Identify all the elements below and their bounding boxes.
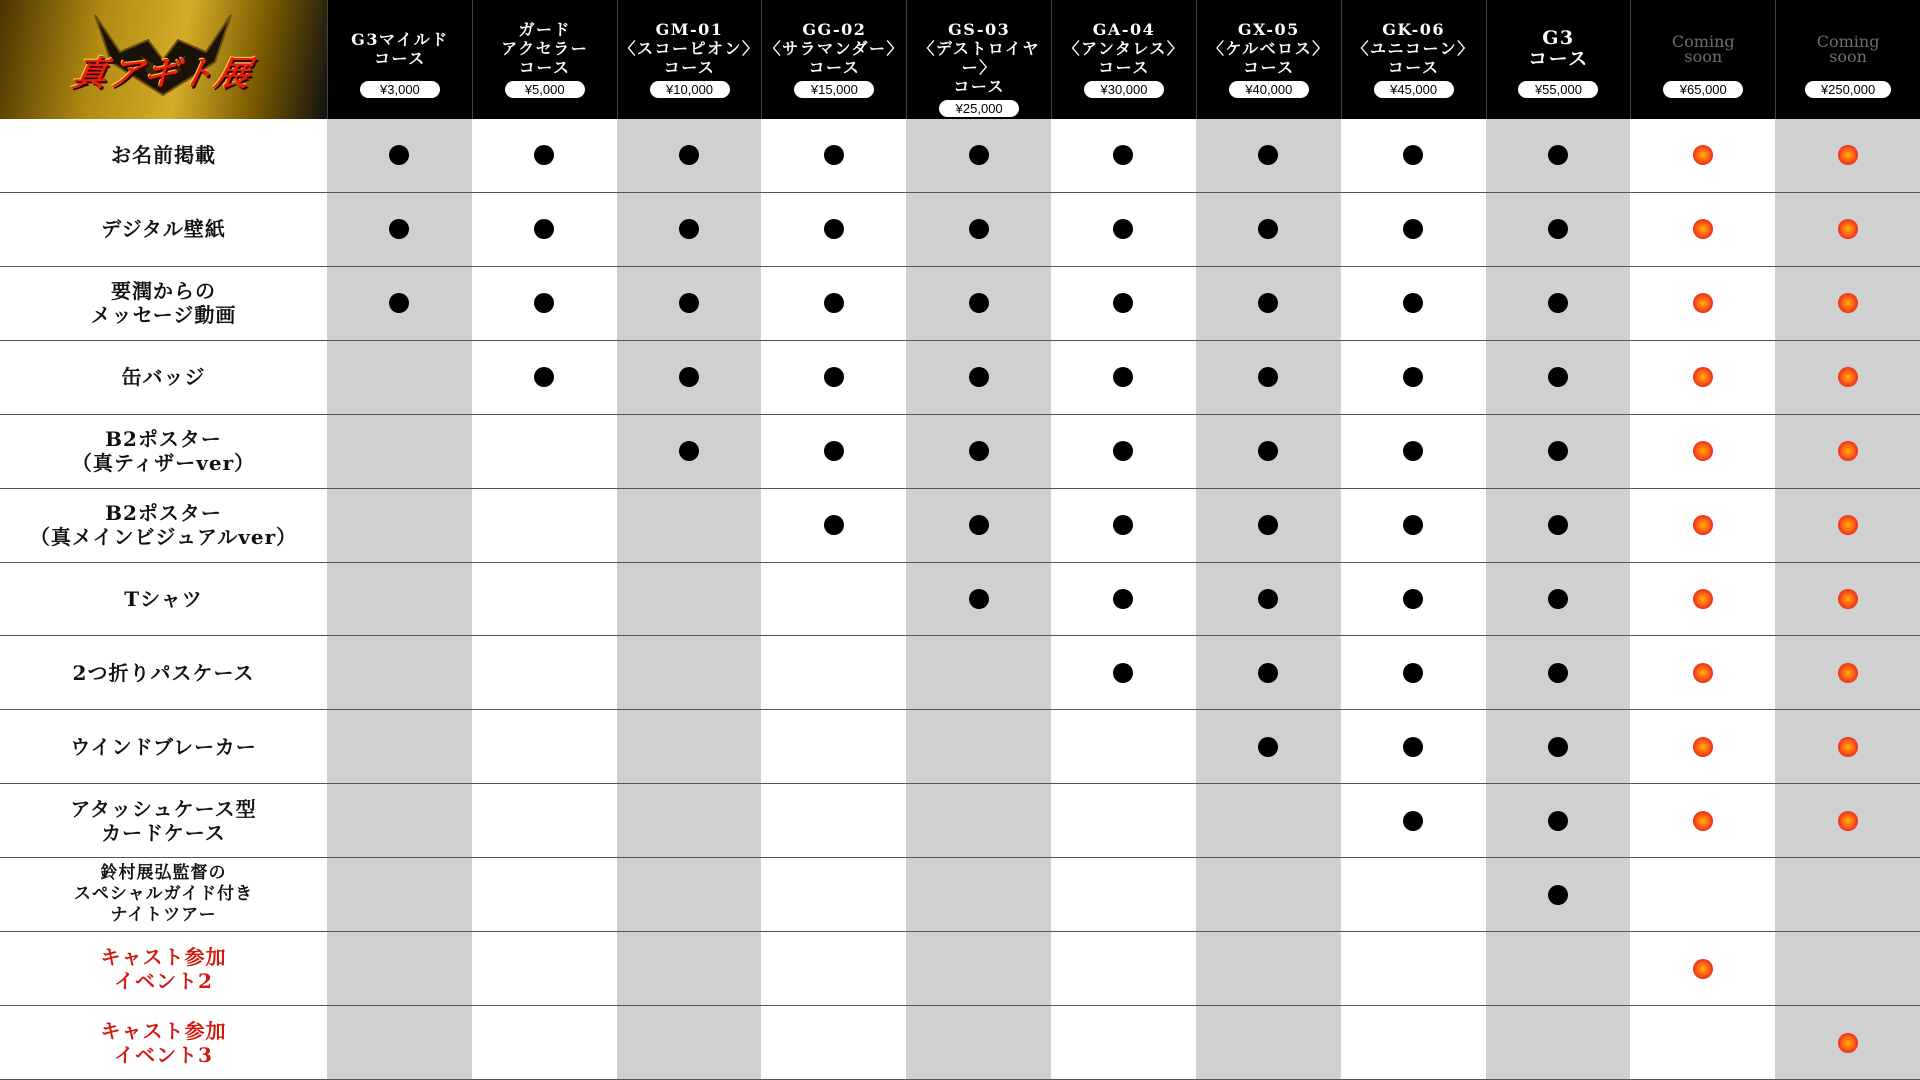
coming-soon-dot-icon [1693,737,1713,757]
coming-soon-dot-icon [1838,219,1858,239]
table-cell [327,1006,472,1080]
table-cell [327,784,472,858]
table-cell [1775,1006,1920,1080]
table-cell [906,267,1051,341]
table-cell [906,193,1051,267]
table-cell [617,563,762,637]
included-dot-icon [1113,145,1133,165]
course-price-badge: ¥25,000 [939,100,1019,117]
reward-label: B2ポスター （真ティザーver） [71,427,256,476]
table-cell [1341,710,1486,784]
course-header [1630,0,1775,119]
table-cell [1630,1006,1775,1080]
table-cell [1630,563,1775,637]
course-price-badge: ¥10,000 [650,81,730,98]
table-cell [472,784,617,858]
course-header [761,0,906,119]
table-cell [617,784,762,858]
included-dot-icon [679,293,699,313]
coming-soon-dot-icon [1838,145,1858,165]
course-name: ガード アクセラー コース [501,20,589,77]
table-cell [327,932,472,1006]
included-dot-icon [1258,145,1278,165]
included-dot-icon [679,441,699,461]
table-cell [1775,784,1920,858]
table-cell [1196,858,1341,932]
table-cell [1486,267,1631,341]
included-dot-icon [1258,737,1278,757]
coming-soon-dot-icon [1693,441,1713,461]
table-cell [761,636,906,710]
included-dot-icon [1403,811,1423,831]
table-cell [1486,932,1631,1006]
included-dot-icon [1113,219,1133,239]
included-dot-icon [824,219,844,239]
table-cell [1196,563,1341,637]
table-cell [906,341,1051,415]
table-cell [617,858,762,932]
table-cell [1775,193,1920,267]
included-dot-icon [969,367,989,387]
course-header [1341,0,1486,119]
table-cell [1341,784,1486,858]
table-cell [617,341,762,415]
course-header [472,0,617,119]
included-dot-icon [1403,737,1423,757]
course-name: GM-01 〈スコーピオン〉 コース [619,20,760,77]
table-cell [761,489,906,563]
coming-soon-dot-icon [1838,811,1858,831]
reward-label: B2ポスター （真メインビジュアルver） [29,501,298,550]
included-dot-icon [679,145,699,165]
course-header [327,0,472,119]
included-dot-icon [824,293,844,313]
included-dot-icon [1403,367,1423,387]
coming-soon-dot-icon [1693,589,1713,609]
table-cell [906,858,1051,932]
table-cell [472,193,617,267]
row-label-cell [0,858,327,932]
table-cell [761,119,906,193]
included-dot-icon [969,441,989,461]
reward-label: 要潤からの メッセージ動画 [90,279,237,328]
table-cell [472,636,617,710]
included-dot-icon [389,145,409,165]
table-cell [1196,267,1341,341]
coming-soon-dot-icon [1693,219,1713,239]
coming-soon-dot-icon [1838,663,1858,683]
table-cell [1775,415,1920,489]
table-cell [906,784,1051,858]
coming-soon-dot-icon [1693,367,1713,387]
included-dot-icon [1548,663,1568,683]
table-cell [617,932,762,1006]
table-cell [1630,341,1775,415]
table-cell [1775,341,1920,415]
reward-label: デジタル壁紙 [101,217,226,242]
included-dot-icon [1548,515,1568,535]
table-cell [327,636,472,710]
table-cell [327,341,472,415]
table-cell [1775,636,1920,710]
table-cell [761,415,906,489]
course-name: GS-03 〈デストロイヤー〉 コース [918,20,1040,96]
table-cell [761,1006,906,1080]
table-cell [1341,563,1486,637]
reward-label: 缶バッジ [121,365,206,390]
included-dot-icon [534,293,554,313]
reward-label: ウインドブレーカー [70,734,257,759]
table-cell [1775,710,1920,784]
course-header [1486,0,1631,119]
table-cell [761,341,906,415]
table-cell [1775,489,1920,563]
table-cell [906,489,1051,563]
table-cell [327,415,472,489]
table-cell [472,1006,617,1080]
table-cell [1196,341,1341,415]
row-label-cell [0,1006,327,1080]
table-cell [1051,415,1196,489]
course-header [1775,0,1920,119]
included-dot-icon [534,145,554,165]
table-cell [1630,784,1775,858]
included-dot-icon [1258,441,1278,461]
course-price-badge: ¥45,000 [1374,81,1454,98]
table-cell [906,932,1051,1006]
course-price-badge: ¥250,000 [1805,81,1891,98]
course-header [1196,0,1341,119]
included-dot-icon [389,219,409,239]
row-label-cell [0,119,327,193]
table-cell [906,119,1051,193]
table-cell [1486,636,1631,710]
included-dot-icon [969,515,989,535]
included-dot-icon [1113,367,1133,387]
included-dot-icon [969,219,989,239]
table-cell [1486,710,1631,784]
included-dot-icon [679,367,699,387]
coming-soon-dot-icon [1693,293,1713,313]
table-cell [1486,1006,1631,1080]
included-dot-icon [1258,663,1278,683]
table-cell [327,710,472,784]
coming-soon-dot-icon [1693,145,1713,165]
course-price-badge: ¥5,000 [505,81,585,98]
coming-soon-dot-icon [1838,441,1858,461]
table-cell [1630,710,1775,784]
table-cell [1630,858,1775,932]
included-dot-icon [1113,589,1133,609]
table-cell [472,858,617,932]
table-cell [906,636,1051,710]
row-label-cell [0,710,327,784]
coming-soon-dot-icon [1838,293,1858,313]
row-label-cell [0,636,327,710]
table-cell [1341,1006,1486,1080]
included-dot-icon [1403,663,1423,683]
table-cell [1341,636,1486,710]
coming-soon-dot-icon [1838,1033,1858,1053]
table-cell [761,858,906,932]
course-price-badge: ¥55,000 [1518,81,1598,98]
table-cell [1341,193,1486,267]
table-cell [761,267,906,341]
included-dot-icon [1113,293,1133,313]
included-dot-icon [969,145,989,165]
table-cell [617,193,762,267]
table-cell [327,563,472,637]
row-label-cell [0,563,327,637]
table-cell [761,193,906,267]
coming-soon-dot-icon [1693,959,1713,979]
included-dot-icon [1403,219,1423,239]
table-cell [1196,119,1341,193]
logo [0,0,327,119]
table-cell [1486,489,1631,563]
row-label-cell [0,784,327,858]
table-cell [1051,193,1196,267]
table-cell [1196,932,1341,1006]
included-dot-icon [969,589,989,609]
included-dot-icon [824,145,844,165]
included-dot-icon [969,293,989,313]
table-cell [1486,119,1631,193]
course-name: G3マイルド コース [351,29,449,68]
table-cell [1051,563,1196,637]
table-cell [617,710,762,784]
table-cell [1486,193,1631,267]
table-cell [1196,489,1341,563]
coming-soon-dot-icon [1693,663,1713,683]
table-cell [761,784,906,858]
table-cell [906,415,1051,489]
included-dot-icon [1548,441,1568,461]
included-dot-icon [1258,367,1278,387]
coming-soon-dot-icon [1693,811,1713,831]
table-cell [1051,489,1196,563]
table-cell [1486,784,1631,858]
course-price-badge: ¥40,000 [1229,81,1309,98]
included-dot-icon [1403,293,1423,313]
table-cell [1486,415,1631,489]
table-cell [1486,341,1631,415]
included-dot-icon [1548,811,1568,831]
table-cell [472,489,617,563]
included-dot-icon [824,441,844,461]
table-cell [472,932,617,1006]
table-cell [1341,932,1486,1006]
included-dot-icon [824,515,844,535]
included-dot-icon [389,293,409,313]
included-dot-icon [1403,515,1423,535]
table-cell [1341,489,1486,563]
coming-soon-dot-icon [1838,737,1858,757]
table-cell [1196,710,1341,784]
table-cell [1051,341,1196,415]
table-cell [1196,636,1341,710]
included-dot-icon [1403,145,1423,165]
table-cell [906,563,1051,637]
table-cell [1051,1006,1196,1080]
table-cell [761,563,906,637]
table-cell [1051,932,1196,1006]
table-cell [906,710,1051,784]
coming-soon-dot-icon [1838,589,1858,609]
table-cell [1775,858,1920,932]
table-cell [1051,858,1196,932]
course-header [906,0,1051,119]
table-cell [472,341,617,415]
reward-label: Tシャツ [124,586,203,611]
course-name: GX-05 〈ケルベロス〉 コース [1207,20,1330,77]
table-cell [1196,784,1341,858]
course-price-badge: ¥3,000 [360,81,440,98]
included-dot-icon [1113,441,1133,461]
table-cell [1196,415,1341,489]
table-cell [617,636,762,710]
table-cell [327,267,472,341]
included-dot-icon [1403,589,1423,609]
table-cell [617,1006,762,1080]
course-name: GG-02 〈サラマンダー〉 コース [764,20,905,77]
table-cell [1341,415,1486,489]
included-dot-icon [1258,293,1278,313]
reward-label: キャスト参加 イベント3 [100,1018,227,1067]
table-cell [472,415,617,489]
table-cell [1341,858,1486,932]
reward-label: 鈴村展弘監督の スペシャルガイド付き ナイトツアー [73,863,254,926]
included-dot-icon [1113,515,1133,535]
table-cell [1051,710,1196,784]
table-cell [1341,341,1486,415]
table-cell [617,119,762,193]
table-cell [1630,415,1775,489]
included-dot-icon [534,219,554,239]
table-cell [1196,1006,1341,1080]
table-cell [472,267,617,341]
table-cell [1630,489,1775,563]
table-cell [1630,119,1775,193]
table-cell [906,1006,1051,1080]
reward-label: キャスト参加 イベント2 [100,944,227,993]
course-price-badge: ¥15,000 [794,81,874,98]
included-dot-icon [1548,737,1568,757]
included-dot-icon [534,367,554,387]
table-cell [1486,858,1631,932]
table-cell [1051,636,1196,710]
table-cell [1051,784,1196,858]
coming-soon-dot-icon [1838,515,1858,535]
row-label-cell [0,932,327,1006]
table-cell [1051,267,1196,341]
table-cell [617,267,762,341]
table-cell [761,932,906,1006]
included-dot-icon [1113,663,1133,683]
included-dot-icon [1548,589,1568,609]
coming-soon-dot-icon [1693,515,1713,535]
table-cell [1341,119,1486,193]
table-cell [472,563,617,637]
table-cell [1630,267,1775,341]
reward-label: 2つ折りパスケース [72,660,255,685]
table-cell [327,193,472,267]
included-dot-icon [1548,885,1568,905]
table-cell [1775,119,1920,193]
included-dot-icon [1548,293,1568,313]
included-dot-icon [824,367,844,387]
table-cell [327,119,472,193]
course-header [617,0,762,119]
table-cell [1341,267,1486,341]
table-cell [1051,119,1196,193]
reward-label: アタッシュケース型 カードケース [70,796,257,845]
table-cell [617,415,762,489]
course-price-badge: ¥30,000 [1084,81,1164,98]
row-label-cell [0,267,327,341]
reward-label: お名前掲載 [111,143,216,168]
row-label-cell [0,341,327,415]
course-name: Coming soon [1816,31,1880,66]
course-name: Coming soon [1671,31,1735,66]
table-cell [1775,563,1920,637]
table-cell [327,489,472,563]
included-dot-icon [679,219,699,239]
table-cell [1775,932,1920,1006]
table-cell [761,710,906,784]
course-name: G3 コース [1528,26,1589,70]
course-name: GA-04 〈アンタレス〉 コース [1063,20,1185,77]
included-dot-icon [1548,145,1568,165]
row-label-cell [0,415,327,489]
logo-text: 真アギト展 [69,54,257,94]
included-dot-icon [1258,219,1278,239]
included-dot-icon [1258,515,1278,535]
included-dot-icon [1548,219,1568,239]
table-cell [1775,267,1920,341]
table-cell [1196,193,1341,267]
included-dot-icon [1548,367,1568,387]
table-cell [327,858,472,932]
table-cell [1630,636,1775,710]
course-header [1051,0,1196,119]
included-dot-icon [1403,441,1423,461]
table-cell [1486,563,1631,637]
coming-soon-dot-icon [1838,367,1858,387]
table-cell [472,710,617,784]
row-label-cell [0,489,327,563]
included-dot-icon [1258,589,1278,609]
table-cell [472,119,617,193]
table-cell [1630,193,1775,267]
table-cell [617,489,762,563]
table-cell [1630,932,1775,1006]
row-label-cell [0,193,327,267]
course-name: GK-06 〈ユニコーン〉 コース [1352,20,1475,77]
course-price-badge: ¥65,000 [1663,81,1743,98]
